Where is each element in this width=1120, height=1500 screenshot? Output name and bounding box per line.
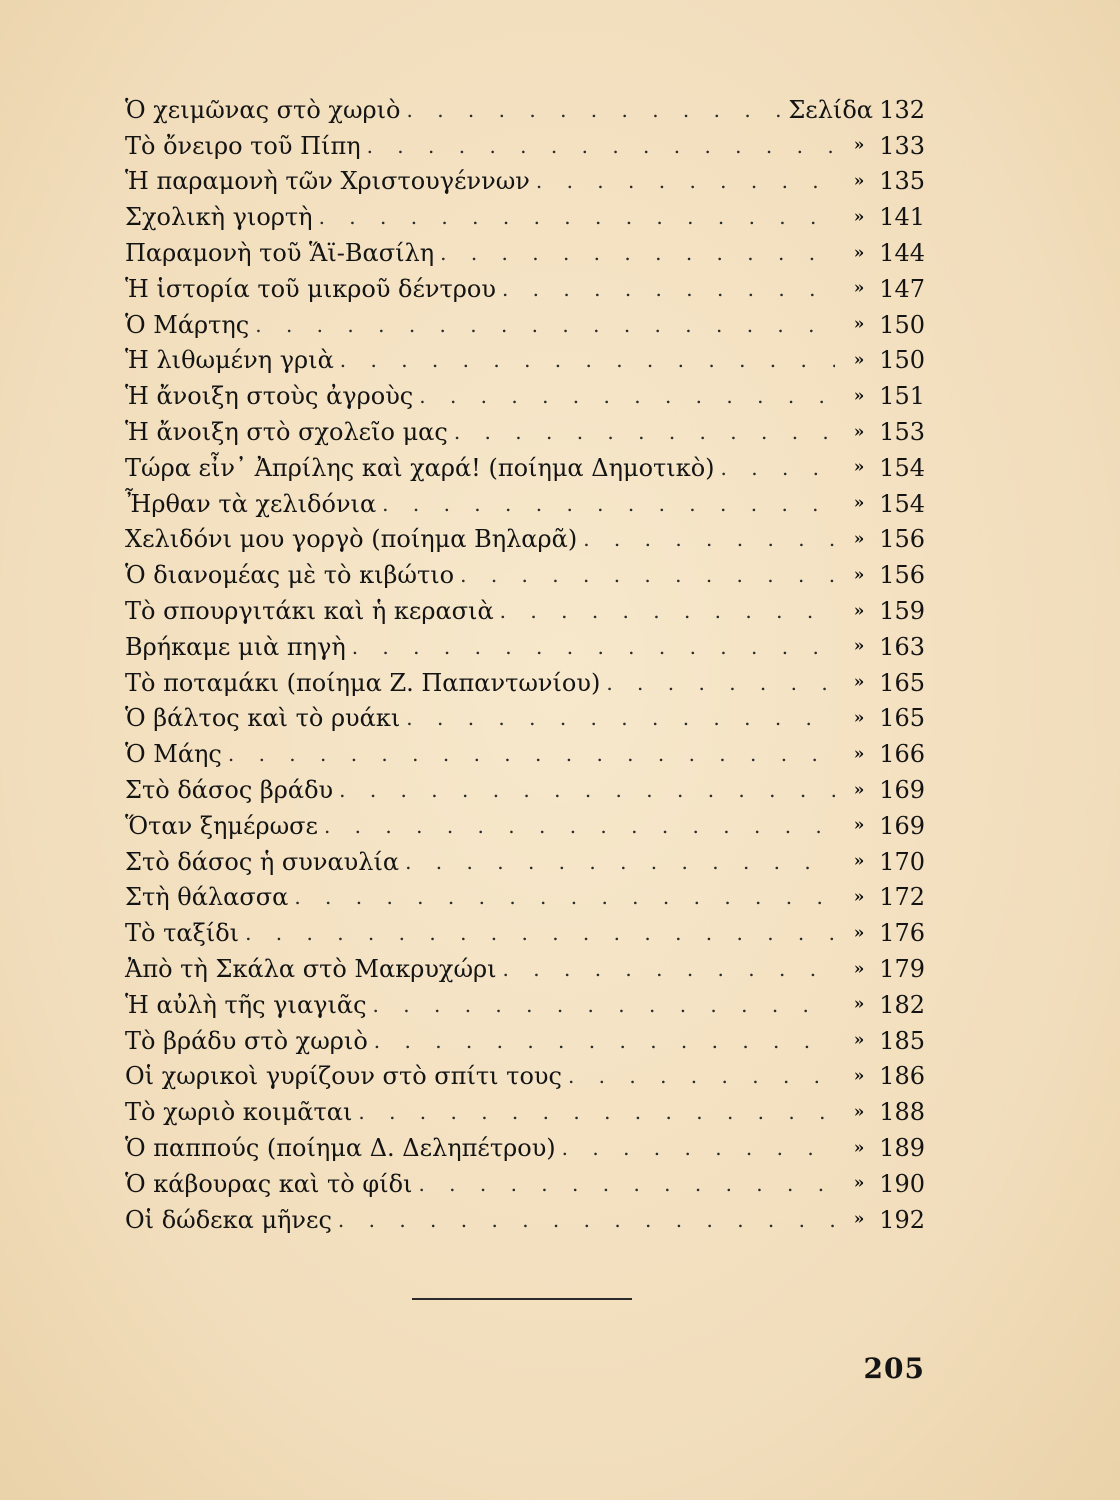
toc-entry-page: 182 (879, 990, 925, 1019)
dot-leader (374, 1031, 835, 1051)
toc-entry (125, 1202, 925, 1238)
dot-leader (352, 637, 835, 657)
toc-entry (125, 951, 925, 987)
ditto-mark: » (853, 1065, 865, 1086)
toc-entry-page: 169 (879, 811, 925, 840)
toc-entry-page: 185 (879, 1026, 925, 1055)
toc-entry-title: Οἱ δώδεκα μῆνες (125, 1205, 332, 1234)
toc-entry-title: Τὸ ταξίδι (125, 919, 240, 948)
toc-entry-page: 156 (879, 525, 925, 554)
toc-entry-page: 172 (879, 883, 925, 912)
ditto-mark: » (853, 1137, 865, 1158)
toc-entry (125, 987, 925, 1023)
toc-entry-page: 169 (879, 776, 925, 805)
toc-entry-title: Ἡ λιθωμένη γριὰ (125, 346, 334, 375)
ditto-mark: » (853, 1173, 865, 1194)
toc-entry-page: 170 (879, 847, 925, 876)
toc-entry-page: 188 (879, 1098, 925, 1127)
ditto-mark: » (853, 349, 865, 370)
ditto-mark: » (853, 600, 865, 621)
dot-leader (606, 673, 835, 693)
toc-entry-page: 166 (879, 740, 925, 769)
toc-entry-title: Ὁ Μάης (125, 740, 222, 769)
toc-entry-title: Ὁ παππούς (ποίημα Δ. Δεληπέτρου) (125, 1134, 556, 1162)
toc-entry-page: 192 (879, 1205, 925, 1234)
toc-entry-title: Ὅταν ξημέρωσε (125, 811, 318, 840)
dot-leader (358, 1102, 835, 1122)
ditto-mark: » (853, 707, 865, 728)
ditto-mark: » (853, 278, 865, 299)
page-number: 205 (863, 1352, 925, 1385)
toc-entry-title: Ὁ βάλτος καὶ τὸ ρυάκι (125, 704, 401, 733)
toc-entry-page: 132 (879, 95, 925, 124)
toc-entry (125, 736, 925, 772)
toc-entry-title: Παραμονὴ τοῦ Ἅϊ-Βασίλη (125, 239, 435, 268)
ditto-mark: » (853, 672, 865, 693)
dot-leader (382, 494, 835, 514)
dot-leader (228, 744, 835, 764)
toc-entry-page: 144 (879, 239, 925, 268)
toc-entry-page: 147 (879, 274, 925, 303)
toc-entry (125, 1023, 925, 1059)
ditto-mark: » (853, 815, 865, 836)
dot-leader (340, 350, 835, 370)
toc-entry-page: 150 (879, 346, 925, 375)
ditto-mark: » (853, 1209, 865, 1230)
toc-entry (125, 1166, 925, 1202)
dot-leader (245, 923, 835, 943)
toc-entry (125, 665, 925, 701)
toc-entry-title: Ἡ ἱστορία τοῦ μικροῦ δέντρου (125, 274, 496, 303)
toc-entry (125, 486, 925, 522)
dot-leader (407, 100, 781, 120)
toc-entry-page: 141 (879, 203, 925, 232)
ditto-mark: » (853, 314, 865, 335)
toc-entry-title: Οἱ χωρικοὶ γυρίζουν στὸ σπίτι τους (125, 1062, 562, 1091)
toc-entry-page: 190 (879, 1169, 925, 1198)
toc-entry-title: Τὸ βράδυ στὸ χωριὸ (125, 1026, 368, 1055)
dot-leader (324, 816, 835, 836)
toc-entry (125, 92, 925, 128)
ditto-mark: » (853, 170, 865, 191)
ditto-mark: » (853, 1101, 865, 1122)
ditto-mark: » (853, 636, 865, 657)
dot-leader (294, 887, 835, 907)
toc-entry (125, 844, 925, 880)
toc-entry (125, 128, 925, 164)
toc-entry-title: Τὸ χωριὸ κοιμᾶται (125, 1098, 353, 1127)
ditto-mark: » (853, 779, 865, 800)
dot-leader (460, 565, 835, 585)
toc-entry (125, 557, 925, 593)
toc-entry (125, 1130, 925, 1166)
toc-entry-title: Τὸ σπουργιτάκι καὶ ἡ κερασιὰ (125, 597, 494, 626)
toc-entry-title: Ὁ χειμῶνας στὸ χωριὸ (125, 95, 401, 124)
toc-entry (125, 880, 925, 916)
dot-leader (373, 995, 835, 1015)
dot-leader (502, 279, 835, 299)
toc-entry (125, 307, 925, 343)
ditto-mark: » (853, 851, 865, 872)
dot-leader (405, 852, 835, 872)
ditto-mark: » (853, 457, 865, 478)
toc-entry-page: 154 (879, 453, 925, 482)
dot-leader (319, 207, 835, 227)
toc-entry-page: 156 (879, 561, 925, 590)
toc-entry-title: Ἀπὸ τὴ Σκάλα στὸ Μακρυχώρι (125, 955, 497, 984)
dot-leader (418, 1174, 835, 1194)
ditto-mark: » (853, 206, 865, 227)
toc-entry-page: 163 (879, 632, 925, 661)
dot-leader (339, 780, 835, 800)
toc-entry-title: Στὸ δάσος ἡ συναυλία (125, 847, 400, 876)
toc-entry (125, 343, 925, 379)
ditto-mark: » (853, 242, 865, 263)
toc-entry-title: Ἡ αὐλὴ τῆς γιαγιᾶς (125, 990, 367, 1019)
ditto-mark: » (853, 886, 865, 907)
ditto-mark: » (853, 994, 865, 1015)
toc-entry (125, 629, 925, 665)
toc-entry-title: Χελιδόνι μου γοργὸ (ποίημα Βηλαρᾶ) (125, 525, 578, 554)
toc-entry-title: Στὴ θάλασσα (125, 883, 289, 912)
toc-entry-title: Ὁ Μάρτης (125, 310, 250, 339)
toc-entry (125, 271, 925, 307)
toc-entry-title: Σχολικὴ γιορτὴ (125, 203, 313, 232)
ditto-mark: » (853, 743, 865, 764)
dot-leader (454, 422, 835, 442)
dot-leader (583, 529, 835, 549)
toc-entry (125, 915, 925, 951)
toc-entry (125, 593, 925, 629)
toc-entry (125, 1059, 925, 1095)
toc-entry-page: 189 (879, 1134, 925, 1162)
ditto-mark: » (853, 958, 865, 979)
ditto-mark: » (853, 564, 865, 585)
toc-entry (125, 808, 925, 844)
toc-entry (125, 235, 925, 271)
dot-leader (562, 1138, 835, 1158)
toc-entry (125, 1094, 925, 1130)
toc-entry (125, 772, 925, 808)
ditto-mark: » (853, 135, 865, 156)
toc-entry-title: Τὸ ποταμάκι (ποίημα Ζ. Παπαντωνίου) (125, 668, 601, 697)
toc-entry-title: Ἡ παραμονὴ τῶν Χριστουγέννων (125, 167, 530, 196)
ditto-mark: » (853, 922, 865, 943)
toc-entry-page: 153 (879, 418, 925, 447)
toc-entry-page: 133 (879, 131, 925, 160)
dot-leader (721, 458, 835, 478)
toc-entry-page: 186 (879, 1062, 925, 1091)
ditto-mark: » (853, 493, 865, 514)
toc-entry-page: 165 (879, 704, 925, 733)
toc-entry-title: Ἡ ἄνοιξη στὸ σχολεῖο μας (125, 418, 448, 447)
toc-entry-page: 159 (879, 597, 925, 626)
toc-entry-page: 179 (879, 955, 925, 984)
toc-entry-page: 165 (879, 668, 925, 697)
toc-entry-title: Ὁ διανομέας μὲ τὸ κιβώτιο (125, 561, 455, 590)
section-rule (412, 1298, 632, 1300)
toc-entry-title: Βρήκαμε μιὰ πηγὴ (125, 632, 346, 661)
dot-leader (503, 959, 835, 979)
toc-entry-title: Στὸ δάσος βράδυ (125, 776, 334, 805)
dot-leader (367, 136, 835, 156)
toc-entry (125, 378, 925, 414)
toc-entry-title: Ὁ κάβουρας καὶ τὸ φίδι (125, 1169, 413, 1198)
dot-leader (255, 315, 835, 335)
toc-entry (125, 414, 925, 450)
toc-entry (125, 164, 925, 200)
table-of-contents (125, 92, 925, 1238)
ditto-mark: » (853, 421, 865, 442)
toc-entry-title: Τὸ ὄνειρο τοῦ Πίπη (125, 131, 361, 160)
toc-entry (125, 199, 925, 235)
dot-leader (406, 708, 835, 728)
ditto-mark: » (853, 1030, 865, 1051)
toc-entry-title: Τώρα εἶν᾽ Ἀπρίλης καὶ χαρά! (ποίημα Δημοτικὸ) (125, 453, 715, 482)
ditto-mark: » (853, 385, 865, 406)
dot-leader (500, 601, 835, 621)
toc-entry-page: 150 (879, 310, 925, 339)
page-column-label: Σελίδα (788, 95, 873, 124)
dot-leader (419, 386, 835, 406)
toc-entry-page: 154 (879, 489, 925, 518)
dot-leader (440, 243, 835, 263)
dot-leader (536, 171, 835, 191)
dot-leader (568, 1066, 835, 1086)
toc-entry-page: 151 (879, 382, 925, 411)
toc-entry (125, 701, 925, 737)
toc-entry-page: 135 (879, 167, 925, 196)
toc-entry (125, 450, 925, 486)
toc-entry-page: 176 (879, 919, 925, 948)
dot-leader (338, 1210, 835, 1230)
toc-entry-title: Ἡ ἄνοιξη στοὺς ἀγροὺς (125, 382, 414, 411)
toc-entry-title: Ἦρθαν τὰ χελιδόνια (125, 489, 377, 518)
ditto-mark: » (853, 528, 865, 549)
toc-entry (125, 522, 925, 558)
